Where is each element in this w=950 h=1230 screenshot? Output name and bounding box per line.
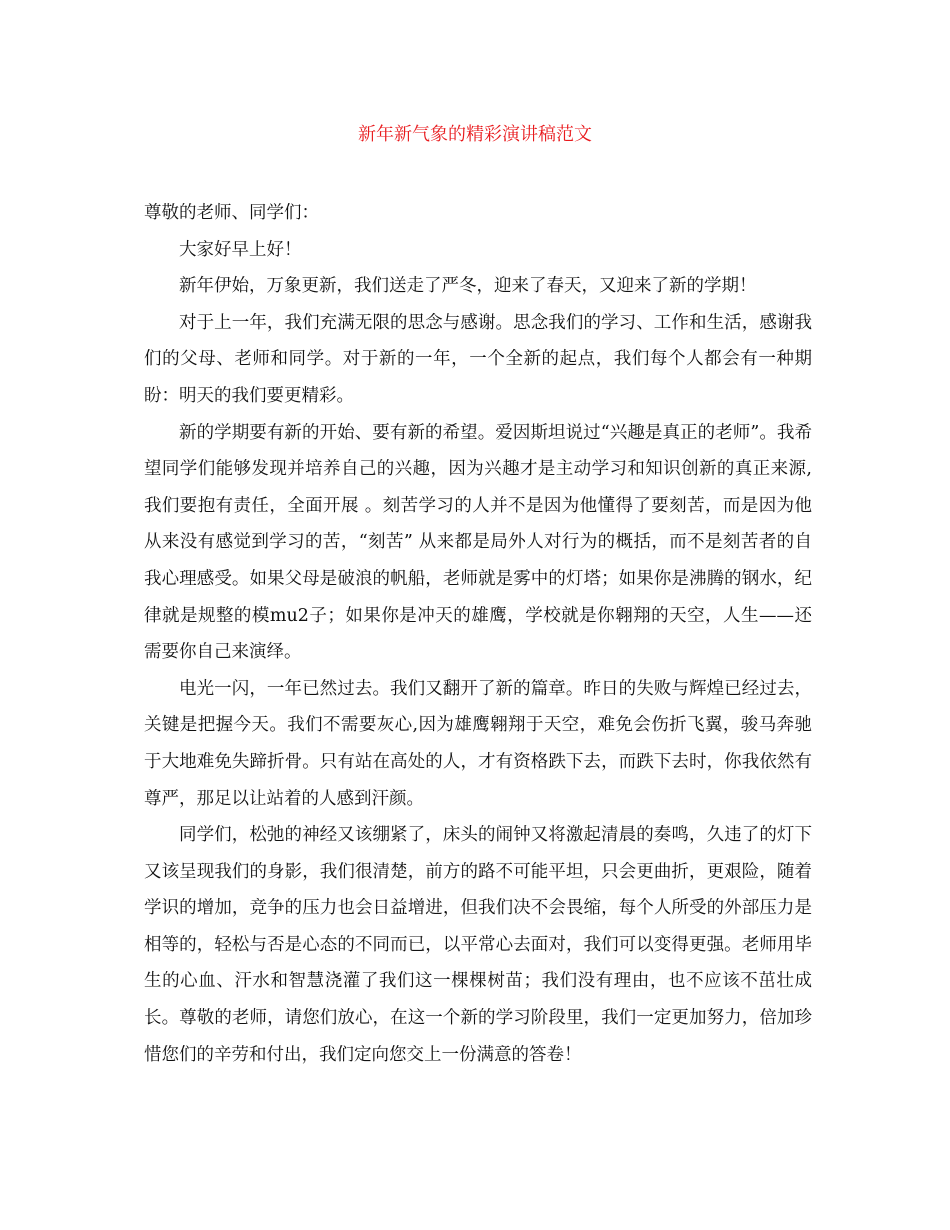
salutation: 尊敬的老师、同学们： (144, 203, 319, 223)
document-title: 新年新气象的精彩演讲稿范文 (358, 124, 592, 145)
paragraph-classmates: 同学们，松弛的神经又该绷紧了，床头的闹钟又将激起清晨的奏鸣，久违了的灯下又该呈现我们的身影，我们很清楚，前方的路不可能平坦，只会更曲折，更艰险，随着学识的增加，竞争的压力也会日益增进，但我们决不会畏缩，每个人所受的外部压力是相等的，轻松与否是心态的不同而已，以平常心去面对，我们可以变得更强。老师用毕生的心血、汗水和智慧浇灌了我们这一棵棵树苗；我们没有理由，也不应该不茁壮成长。尊敬的老师，请您们放心，在这一个新的学习阶段里，我们一定更加努力，倍加珍惜您们的辛劳和付出，我们定向您交上一份满意的答卷！ (144, 825, 812, 1065)
paragraph-new-semester: 新的学期要有新的开始、要有新的希望。爱因斯坦说过“兴趣是真正的老师”。我希望同学们能够发现并培养自己的兴趣，因为兴趣才是主动学习和知识创新的真正来源,我们要抱有责任，全面开展 。刻苦学习的人并不是因为他懂得了要刻苦，而是因为他从来没有感觉到学习的苦，“刻苦” 从来都是局外人对行为的概括，而不是刻苦者的自我心理感受。如果父母是破浪的帆船，老师就是雾中的灯塔；如果你是沸腾的钢水，纪律就是规整的模mu2子；如果你是冲天的雄鹰，学校就是你翱翔的天空，人生——还需要你自己来演绎。 (144, 422, 812, 663)
paragraph-greeting: 大家好早上好！ (179, 239, 302, 260)
paragraph-past-year: 电光一闪，一年已然过去。我们又翻开了新的篇章。昨日的失败与辉煌已经过去，关键是把握今天。我们不需要灰心,因为雄鹰翱翔于天空，难免会伤折飞翼，骏马奔驰于大地难免失蹄折骨。只有站在高处的人，才有资格跌下去，而跌下去时，你我依然有尊严，那足以让站着的人感到汗颜。 (144, 678, 812, 809)
paragraph-gratitude: 对于上一年，我们充满无限的思念与感谢。思念我们的学习、工作和生活，感谢我们的父母、老师和同学。对于新的一年，一个全新的起点，我们每个人都会有一种期盼：明天的我们要更精彩。 (144, 312, 812, 406)
paragraph-new-year: 新年伊始，万象更新，我们送走了严冬，迎来了春天，又迎来了新的学期！ (179, 276, 757, 297)
document-body (144, 195, 812, 1073)
